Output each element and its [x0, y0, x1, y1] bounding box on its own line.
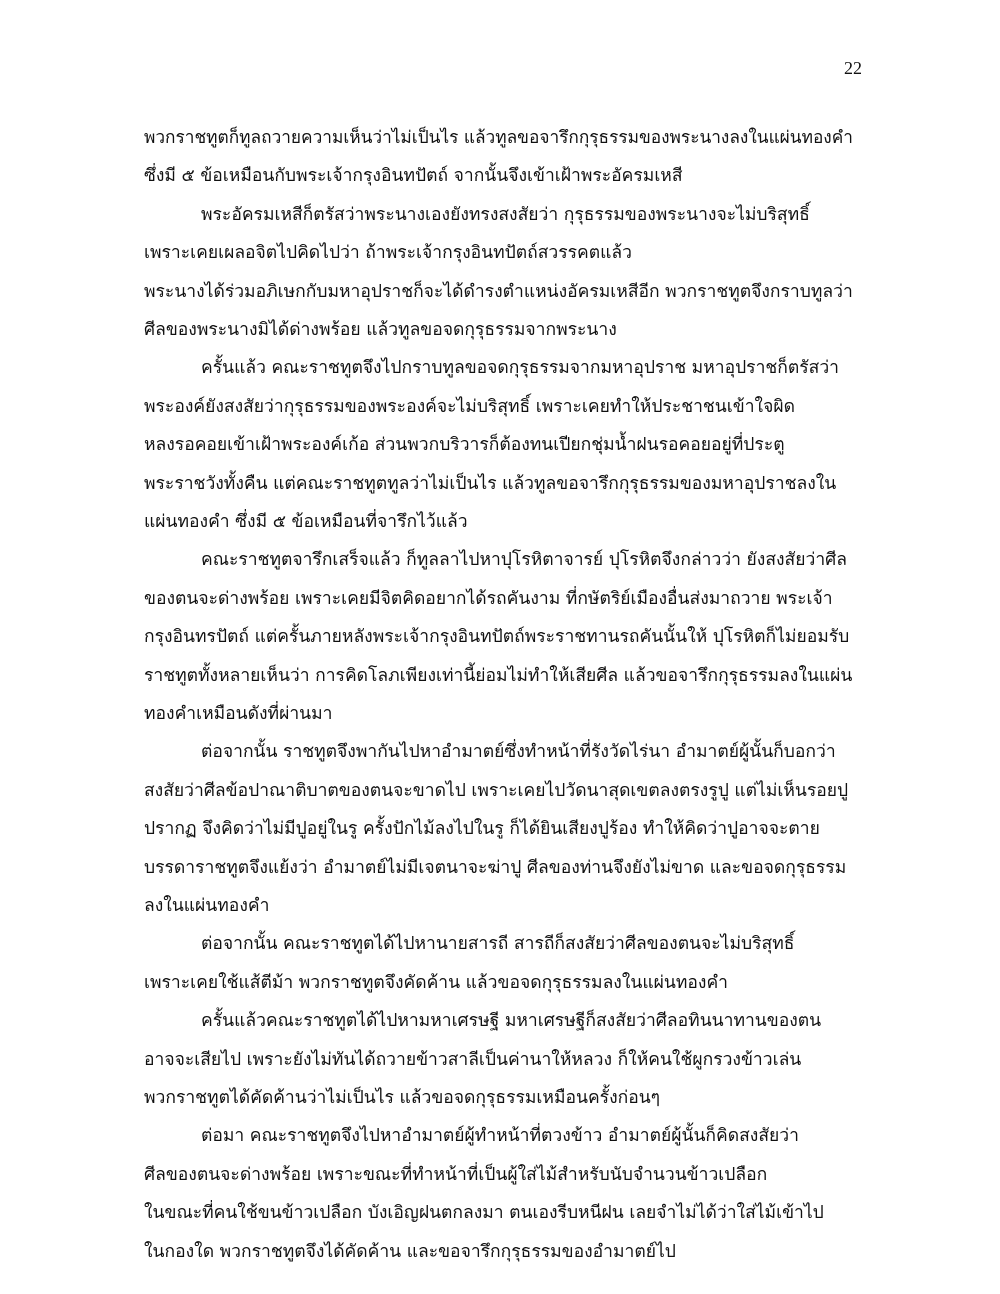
paragraph-first-line: คณะราชทูตจารึกเสร็จแล้ว ก็ทูลลาไปหาปุโรหิตาจารย์ ปุโรหิตจึงกล่าวว่า ยังสงสัยว่าศีล	[201, 550, 847, 571]
text-line: ราชทูตทั้งหลายเห็นว่า การคิดโลภเพียงเท่านี้ย่อมไม่ทำให้เสียศีล แล้วขอจารึกกุรุธรรมลงในแผ่น	[144, 665, 853, 686]
paragraph-first-line: ครั้นแล้วคณะราชทูตได้ไปหามหาเศรษฐี มหาเศรษฐีก็สงสัยว่าศีลอทินนาทานของตน	[201, 1011, 822, 1032]
text-line: อาจจะเสียไป เพราะยังไม่ทันได้ถวายข้าวสาลีเป็นค่านาให้หลวง ก็ให้คนใช้ผูกรวงข้าวเล่น	[144, 1049, 802, 1070]
text-line: เพราะเคยเผลอจิตไปคิดไปว่า ถ้าพระเจ้ากรุงอินทปัตถ์สวรรคตแล้ว	[144, 243, 632, 264]
text-line: พระนางได้ร่วมอภิเษกกับมหาอุปราชก็จะได้ดำรงตำแหน่งอัครมเหสีอีก พวกราชทูตจึงกราบทูลว่า	[144, 281, 853, 302]
text-line: ปรากฏ จึงคิดว่าไม่มีปูอยู่ในรู ครั้งปักไม้ลงไปในรู ก็ได้ยินเสียงปูร้อง ทำให้คิดว่าปูอาจจะตาย	[144, 819, 820, 840]
text-line: สงสัยว่าศีลข้อปาณาติบาตของตนจะขาดไป เพราะเคยไปวัดนาสุดเขตลงตรงรูปู แต่ไม่เห็นรอยปู	[144, 780, 849, 801]
text-line: พระราชวังทั้งคืน แต่คณะราชทูตทูลว่าไม่เป็นไร แล้วทูลขอจารึกกุรุธรรมของมหาอุปราชลงใน	[144, 473, 837, 494]
text-line: ศีลของตนจะด่างพร้อย เพราะขณะที่ทำหน้าที่เป็นผู้ใส่ไม้สำหรับนับจำนวนข้าวเปลือก	[144, 1164, 768, 1185]
text-line: แผ่นทองคำ ซึ่งมี ๕ ข้อเหมือนที่จารึกไว้แล้ว	[144, 512, 468, 532]
paragraph-first-line: ต่อมา คณะราชทูตจึงไปหาอำมาตย์ผู้ทำหน้าที่ตวงข้าว อำมาตย์ผู้นั้นก็คิดสงสัยว่า	[201, 1126, 799, 1147]
text-line: ในกองใด พวกราชทูตจึงได้คัดค้าน และขอจารึกกุรุธรรมของอำมาตย์ไป	[144, 1241, 676, 1262]
text-line: หลงรอคอยเข้าเฝ้าพระองค์เก้อ ส่วนพวกบริวารก็ต้องทนเปียกชุ่มน้ำฝนรอคอยอยู่ที่ประตู	[144, 435, 785, 456]
text-line: ของตนจะด่างพร้อย เพราะเคยมีจิตคิดอยากได้รถคันงาม ที่กษัตริย์เมืองอื่นส่งมาถวาย พระเจ้า	[144, 588, 833, 609]
text-line: ทองคำเหมือนดังที่ผ่านมา	[144, 704, 333, 724]
paragraph-first-line: ต่อจากนั้น คณะราชทูตได้ไปหานายสารถี สารถีก็สงสัยว่าศีลของตนจะไม่บริสุทธิ์	[201, 934, 795, 955]
page-number: 22	[844, 58, 862, 78]
text-line: พวกราชทูตได้คัดค้านว่าไม่เป็นไร แล้วขอจดกุรุธรรมเหมือนครั้งก่อนๆ	[144, 1088, 661, 1108]
text-line: ซึ่งมี ๕ ข้อเหมือนกับพระเจ้ากรุงอินทปัตถ์ จากนั้นจึงเข้าเฝ้าพระอัครมเหสี	[144, 166, 683, 187]
text-line: บรรดาราชทูตจึงแย้งว่า อำมาตย์ไม่มีเจตนาจะฆ่าปู ศีลของท่านจึงยังไม่ขาด และขอจดกุรุธรรม	[144, 857, 847, 878]
text-line: เพราะเคยใช้แส้ตีม้า พวกราชทูตจึงคัดค้าน แล้วขอจดกุรุธรรมลงในแผ่นทองคำ	[144, 972, 728, 993]
paragraph-first-line: พระอัครมเหสีก็ตรัสว่าพระนางเองยังทรงสงสัยว่า กุรุธรรมของพระนางจะไม่บริสุทธิ์	[201, 204, 810, 225]
text-line: พระองค์ยังสงสัยว่ากุรุธรรมของพระองค์จะไม่บริสุทธิ์ เพราะเคยทำให้ประชาชนเข้าใจผิด	[144, 396, 795, 417]
text-line: ศีลของพระนางมิได้ด่างพร้อย แล้วทูลขอจดกุรุธรรมจากพระนาง	[144, 320, 617, 340]
text-line: กรุงอินทรปัตถ์ แต่ครั้นภายหลังพระเจ้ากรุงอินทปัตถ์พระราชทานรถคันนั้นให้ ปุโรหิตก็ไม่ยอมรับ	[144, 627, 850, 648]
text-line: ในขณะที่คนใช้ขนข้าวเปลือก บังเอิญฝนตกลงมา ตนเองรีบหนีฝน เลยจำไม่ได้ว่าใส่ไม้เข้าไป	[144, 1203, 824, 1224]
paragraph-first-line: ครั้นแล้ว คณะราชทูตจึงไปกราบทูลขอจดกุรุธรรมจากมหาอุปราช มหาอุปราชก็ตรัสว่า	[201, 358, 839, 379]
paragraph-first-line: ต่อจากนั้น ราชทูตจึงพากันไปหาอำมาตย์ซึ่งทำหน้าที่รังวัดไร่นา อำมาตย์ผู้นั้นก็บอกว่า	[201, 742, 836, 763]
text-line: ลงในแผ่นทองคำ	[144, 896, 270, 916]
text-line: พวกราชทูตก็ทูลถวายความเห็นว่าไม่เป็นไร แล้วทูลขอจารึกกุรุธรรมของพระนางลงในแผ่นทองคำ	[144, 128, 853, 148]
